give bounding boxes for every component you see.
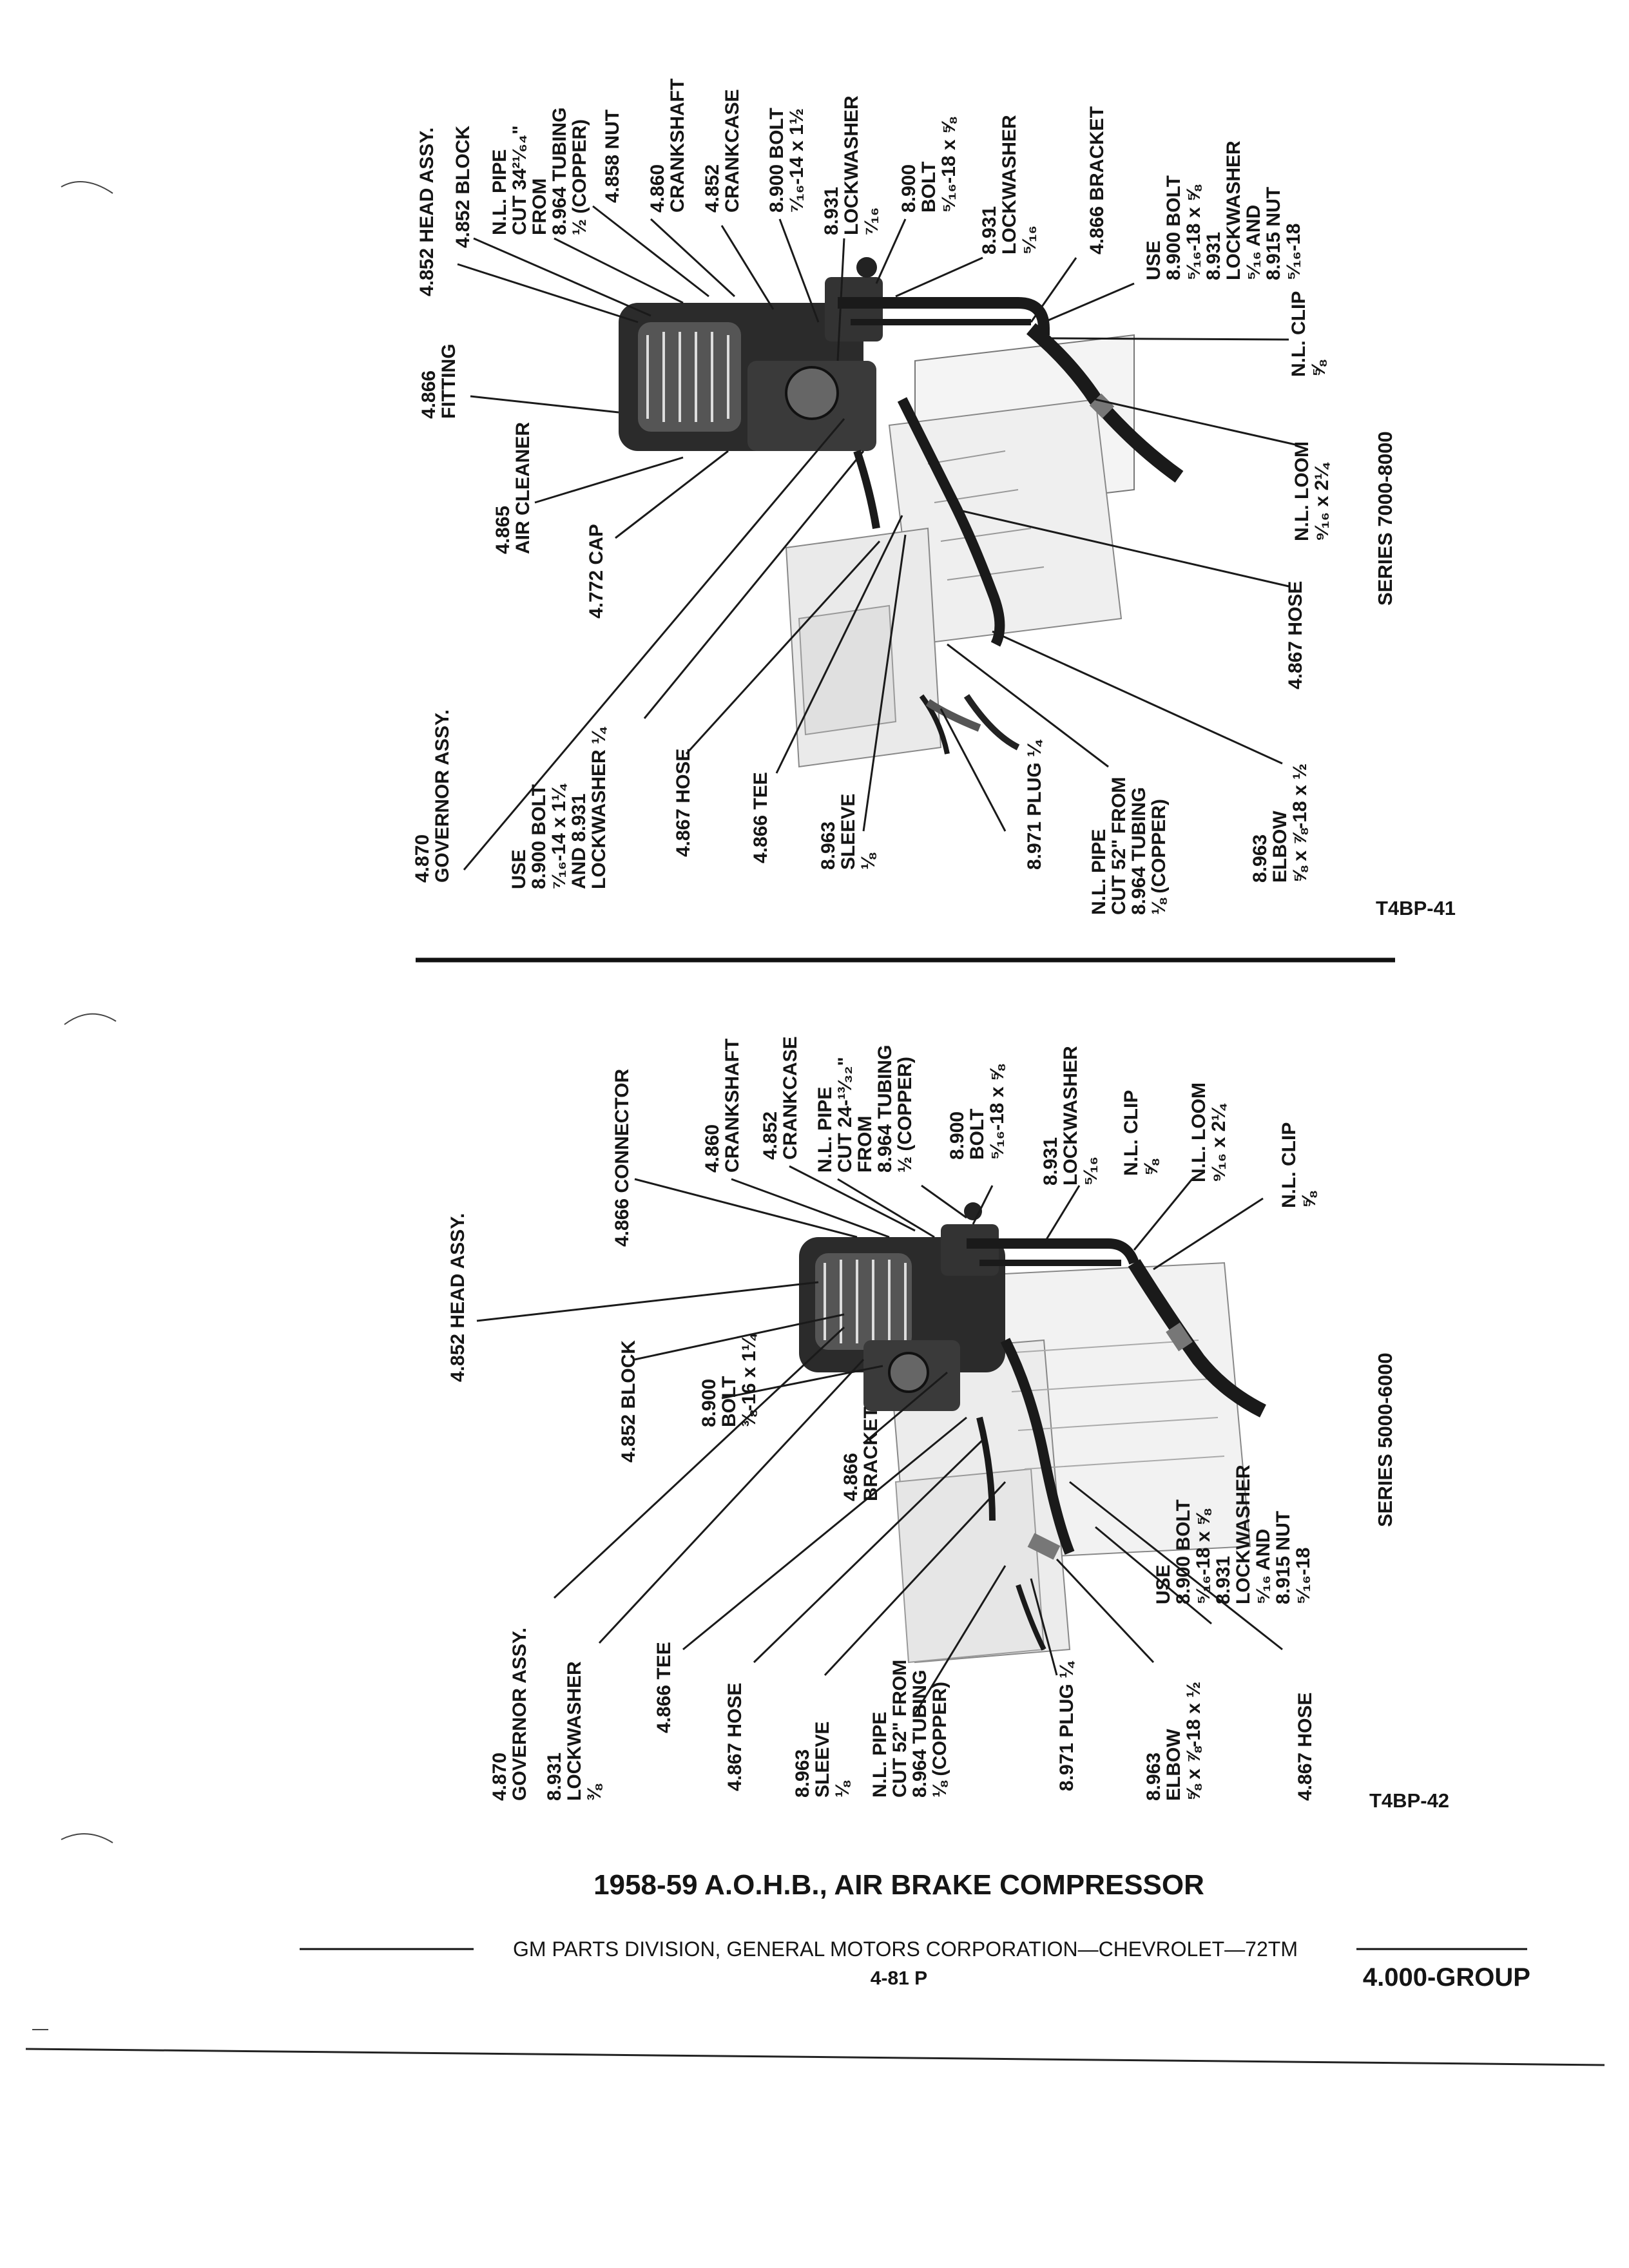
top-callout-lockwasher-b: 8.931 LOCKWASHER ⁵⁄₁₆ bbox=[979, 115, 1040, 255]
top-callout-bolt-b: 8.900 BOLT ⁵⁄₁₆-18 x ⅝ bbox=[898, 118, 959, 213]
top-callout-nl-pipe52: N.L. PIPE CUT 52" FROM 8.964 TUBING ⅛ (COPPER) bbox=[1088, 776, 1170, 915]
bottom-callout-clip-b: N.L. CLIP ⅝ bbox=[1278, 1122, 1320, 1208]
page-number: 4-81 P bbox=[870, 1968, 928, 1989]
top-callout-governor: 4.870 GOVERNOR ASSY. bbox=[412, 709, 453, 883]
bottom-callout-clip-a: N.L. CLIP ⅝ bbox=[1121, 1090, 1162, 1176]
top-callout-nut: 4.858 NUT bbox=[602, 109, 623, 203]
bottom-callout-connector: 4.866 CONNECTOR bbox=[612, 1068, 633, 1247]
top-callout-use-group: USE 8.900 BOLT ⁵⁄₁₆-18 x ⅝ 8.931 LOCKWASHER ⁵⁄₁₆ AND 8.915 NUT ⁵⁄₁₆-18 bbox=[1143, 140, 1304, 280]
bottom-callout-bolt-b: 8.900 BOLT ⅜-16 x 1¼ bbox=[699, 1334, 760, 1427]
top-callout-block: 4.852 BLOCK bbox=[452, 125, 474, 248]
top-callout-bolt-a: 8.900 BOLT ⁷⁄₁₆-14 x 1½ bbox=[766, 108, 807, 213]
bottom-callout-governor: 4.870 GOVERNOR ASSY. bbox=[489, 1628, 530, 1801]
bottom-callout-loom: N.L. LOOM ⁹⁄₁₆ x 2¼ bbox=[1188, 1082, 1229, 1182]
bottom-series-label: SERIES 5000-6000 bbox=[1374, 1352, 1396, 1527]
top-callout-bracket: 4.866 BRACKET bbox=[1086, 106, 1108, 255]
top-callout-tee: 4.866 TEE bbox=[750, 772, 771, 863]
bottom-compressor-diagram bbox=[447, 1036, 1449, 1812]
top-callout-clip: N.L. CLIP ⅝ bbox=[1288, 291, 1329, 377]
top-figure-number: T4BP-41 bbox=[1376, 897, 1456, 919]
top-compressor-diagram bbox=[412, 79, 1456, 919]
top-callout-nl-pipe: N.L. PIPE CUT 34²¹⁄₆₄" FROM 8.964 TUBING ½ (COPPER) bbox=[489, 107, 590, 235]
top-callout-hose-l: 4.867 HOSE bbox=[673, 748, 694, 857]
bottom-scan-rule bbox=[26, 2049, 1605, 2065]
page-title: 1958-59 A.O.H.B., AIR BRAKE COMPRESSOR bbox=[593, 1869, 1204, 1901]
bottom-callout-head-assy: 4.852 HEAD ASSY. bbox=[447, 1213, 468, 1382]
top-callout-crankshaft: 4.860 CRANKSHAFT bbox=[647, 78, 688, 213]
footer-publisher: GM PARTS DIVISION, GENERAL MOTORS CORPORATION—CHEVROLET—72TM bbox=[513, 1937, 1298, 1961]
top-callout-cap: 4.772 CAP bbox=[586, 524, 607, 619]
bottom-callout-block: 4.852 BLOCK bbox=[618, 1340, 639, 1463]
top-callout-fitting: 4.866 FITTING bbox=[418, 343, 459, 419]
scan-artifacts bbox=[32, 182, 116, 2030]
bottom-callout-use-group: USE 8.900 BOLT ⁵⁄₁₆-18 x ⅝ 8.931 LOCKWASHER ⁵⁄₁₆ AND 8.915 NUT ⁵⁄₁₆-18 bbox=[1153, 1465, 1314, 1604]
top-callout-loom: N.L. LOOM ⁹⁄₁₆ x 2¼ bbox=[1291, 441, 1333, 541]
bottom-callout-plug: 8.971 PLUG ¼ bbox=[1056, 1662, 1077, 1791]
bottom-callout-bracket: 4.866 BRACKET bbox=[840, 1407, 882, 1501]
bottom-callout-bolt-a: 8.900 BOLT ⁵⁄₁₆-18 x ⅝ bbox=[947, 1065, 1008, 1160]
top-callout-air-cleaner: 4.865 AIR CLEANER bbox=[492, 421, 534, 554]
bottom-callout-crankshaft: 4.860 CRANKSHAFT bbox=[702, 1038, 743, 1173]
bottom-callout-tee: 4.866 TEE bbox=[653, 1642, 675, 1733]
group-label: 4.000-GROUP bbox=[1362, 1963, 1530, 1992]
top-callout-crankcase: 4.852 CRANKCASE bbox=[702, 89, 743, 213]
bottom-callout-hose-l: 4.867 HOSE bbox=[724, 1682, 746, 1791]
top-callout-hose-r: 4.867 HOSE bbox=[1285, 581, 1306, 689]
bottom-callout-hose-r: 4.867 HOSE bbox=[1295, 1692, 1316, 1801]
bottom-callout-lockwasher-b: 8.931 LOCKWASHER ⅜ bbox=[544, 1661, 605, 1801]
top-callout-head-assy: 4.852 HEAD ASSY. bbox=[416, 127, 438, 296]
top-callout-elbow: 8.963 ELBOW ⅝ x ⅞-18 x ½ bbox=[1249, 763, 1311, 883]
top-callout-sleeve: 8.963 SLEEVE ⅛ bbox=[818, 793, 879, 870]
bottom-callout-lockwasher-a: 8.931 LOCKWASHER ⁵⁄₁₆ bbox=[1040, 1046, 1101, 1186]
bottom-figure-number: T4BP-42 bbox=[1369, 1789, 1450, 1812]
bottom-callout-sleeve: 8.963 SLEEVE ⅛ bbox=[792, 1721, 853, 1798]
top-compressor-body bbox=[619, 257, 883, 451]
bottom-callout-nl-pipe: N.L. PIPE CUT 24-¹³⁄₃₂" FROM 8.964 TUBING ½ (COPPER) bbox=[815, 1044, 916, 1173]
bottom-callout-elbow: 8.963 ELBOW ⅝ x ⅞-18 x ½ bbox=[1143, 1681, 1204, 1801]
top-callout-lockwasher-a: 8.931 LOCKWASHER ⁷⁄₁₆ bbox=[821, 95, 882, 235]
top-callout-plug: 8.971 PLUG ¼ bbox=[1024, 740, 1045, 870]
top-callout-use-lock: USE 8.900 BOLT ⁷⁄₁₆-14 x 1¼ AND 8.931 LOCKWASHER ¼ bbox=[508, 727, 610, 889]
bottom-callout-nl-pipe52: N.L. PIPE CUT 52" FROM 8.964 TUBING ⅛ (COPPER) bbox=[869, 1659, 950, 1798]
top-series-label: SERIES 7000-8000 bbox=[1374, 431, 1396, 606]
bottom-callout-crankcase: 4.852 CRANKCASE bbox=[760, 1036, 801, 1160]
